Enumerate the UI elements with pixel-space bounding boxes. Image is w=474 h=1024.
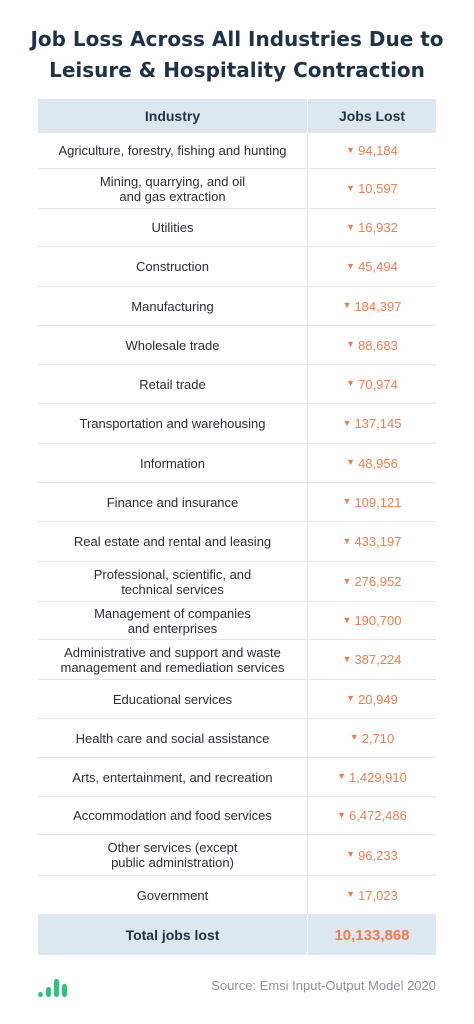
jobs-lost-value: 6,472,486 — [349, 808, 407, 823]
industry-cell: Administrative and support and waste management and remediation services — [38, 640, 308, 679]
jobs-lost-cell — [308, 444, 436, 482]
table-row — [38, 287, 436, 326]
jobs-lost-value: 20,949 — [358, 691, 398, 707]
industry-cell: Arts, entertainment, and recreation — [38, 758, 308, 796]
down-triangle-icon: ▼ — [346, 339, 356, 349]
jobs-lost-value: 433,197 — [354, 534, 402, 549]
jobs-lost-cell — [308, 326, 436, 364]
total-label: Total jobs lost — [38, 915, 308, 955]
column-header-jobs-lost: Jobs Lost — [338, 108, 406, 124]
down-triangle-icon: ▼ — [349, 732, 359, 742]
table-row — [38, 247, 436, 287]
jobs-lost-value: 16,932 — [358, 220, 398, 235]
jobs-lost-cell — [308, 719, 436, 757]
table-row — [38, 797, 436, 835]
jobs-lost-value: 70,974 — [358, 376, 398, 392]
table-row — [38, 365, 436, 404]
jobs-lost-cell — [308, 133, 436, 168]
down-triangle-icon: ▼ — [342, 653, 352, 664]
jobs-lost-value: 109,121 — [354, 494, 402, 510]
jobs-lost-value: 190,700 — [354, 613, 402, 628]
industry-cell: Information — [38, 444, 308, 482]
jobs-lost-cell — [308, 835, 436, 875]
table-row — [38, 483, 436, 522]
industry-cell: Finance and insurance — [38, 483, 308, 521]
table-row — [38, 209, 436, 247]
jobs-lost-value: 1,429,910 — [349, 769, 407, 785]
table-row — [38, 326, 436, 365]
table-row — [38, 169, 436, 209]
industry-cell: Educational services — [38, 680, 308, 718]
table-row — [38, 835, 436, 876]
jobs-lost-value: 387,224 — [354, 652, 402, 667]
jobs-lost-value: 10,597 — [358, 181, 398, 196]
table-row — [38, 444, 436, 483]
down-triangle-icon: ▼ — [346, 144, 356, 155]
industry-cell: Retail trade — [38, 365, 308, 403]
industry-cell: Agriculture, forestry, fishing and hunting — [38, 133, 308, 168]
down-triangle-icon: ▼ — [337, 809, 347, 820]
down-triangle-icon: ▼ — [342, 575, 352, 586]
table-row — [38, 133, 436, 169]
down-triangle-icon: ▼ — [337, 771, 347, 781]
down-triangle-icon: ▼ — [346, 378, 356, 388]
down-triangle-icon: ▼ — [346, 260, 356, 271]
down-triangle-icon: ▼ — [346, 221, 356, 232]
down-triangle-icon: ▼ — [342, 496, 352, 506]
total-value: 10,133,868 — [334, 926, 410, 944]
industry-cell: Mining, quarrying, and oil and gas extraction — [38, 169, 308, 208]
down-triangle-icon: ▼ — [342, 535, 352, 546]
table-row — [38, 522, 436, 562]
jobs-lost-value: 45,494 — [358, 259, 398, 274]
jobs-lost-value: 88,683 — [358, 337, 398, 353]
jobs-lost-value: 17,023 — [358, 887, 398, 903]
column-header-industry: Industry — [38, 99, 308, 133]
chart-title-line-2: Leisure & Hospitality Contraction — [49, 58, 425, 82]
down-triangle-icon: ▼ — [342, 417, 352, 428]
industry-cell: Real estate and rental and leasing — [38, 522, 308, 561]
down-triangle-icon: ▼ — [346, 457, 356, 467]
jobs-lost-cell — [308, 562, 436, 601]
jobs-lost-value: 276,952 — [354, 574, 402, 589]
down-triangle-icon: ▼ — [342, 300, 352, 310]
jobs-lost-value: 137,145 — [354, 416, 402, 431]
industry-cell: Transportation and warehousing — [38, 404, 308, 443]
industry-cell: Health care and social assistance — [38, 719, 308, 757]
jobs-lost-cell — [308, 876, 436, 914]
jobs-lost-value: 2,710 — [361, 730, 395, 746]
job-loss-table — [38, 99, 436, 955]
jobs-lost-value: 96,233 — [358, 847, 398, 863]
source-note: Source: Emsi Input-Output Model 2020 — [211, 978, 436, 993]
chart-title — [0, 24, 474, 86]
jobs-lost-value: 48,956 — [358, 455, 398, 471]
chart-title-line-1: Job Loss Across All Industries Due to — [30, 27, 444, 51]
table-total-row — [38, 915, 436, 955]
jobs-lost-cell — [308, 602, 436, 639]
industry-cell: Wholesale trade — [38, 326, 308, 364]
table-row — [38, 758, 436, 797]
down-triangle-icon: ▼ — [346, 182, 356, 193]
table-row — [38, 680, 436, 719]
jobs-lost-cell — [308, 287, 436, 325]
jobs-lost-cell — [308, 522, 436, 561]
table-body — [38, 133, 436, 915]
industry-cell: Professional, scientific, and technical services — [38, 562, 308, 601]
jobs-lost-value: 184,397 — [354, 298, 402, 314]
jobs-lost-cell — [308, 797, 436, 834]
table-row — [38, 876, 436, 915]
industry-cell: Manufacturing — [38, 287, 308, 325]
industry-cell: Management of companies and enterprises — [38, 602, 308, 639]
jobs-lost-cell — [308, 758, 436, 796]
table-row — [38, 719, 436, 758]
down-triangle-icon: ▼ — [342, 614, 352, 625]
table-row — [38, 404, 436, 444]
industry-cell: Government — [38, 876, 308, 914]
jobs-lost-cell — [308, 680, 436, 718]
industry-cell: Accommodation and food services — [38, 797, 308, 834]
table-row — [38, 640, 436, 680]
jobs-lost-cell — [308, 365, 436, 403]
down-triangle-icon: ▼ — [346, 889, 356, 899]
industry-cell: Construction — [38, 247, 308, 286]
jobs-lost-cell — [308, 169, 436, 208]
down-triangle-icon: ▼ — [346, 849, 356, 859]
emsi-logo-icon — [38, 977, 72, 999]
down-triangle-icon: ▼ — [346, 693, 356, 703]
table-row — [38, 562, 436, 602]
industry-cell: Other services (except public administration) — [38, 835, 308, 875]
industry-cell: Utilities — [38, 209, 308, 246]
jobs-lost-cell — [308, 209, 436, 246]
table-header-row — [38, 99, 436, 133]
jobs-lost-value: 94,184 — [358, 143, 398, 158]
jobs-lost-cell — [308, 640, 436, 679]
table-row — [38, 602, 436, 640]
jobs-lost-cell — [308, 404, 436, 443]
jobs-lost-cell — [308, 483, 436, 521]
jobs-lost-cell — [308, 247, 436, 286]
